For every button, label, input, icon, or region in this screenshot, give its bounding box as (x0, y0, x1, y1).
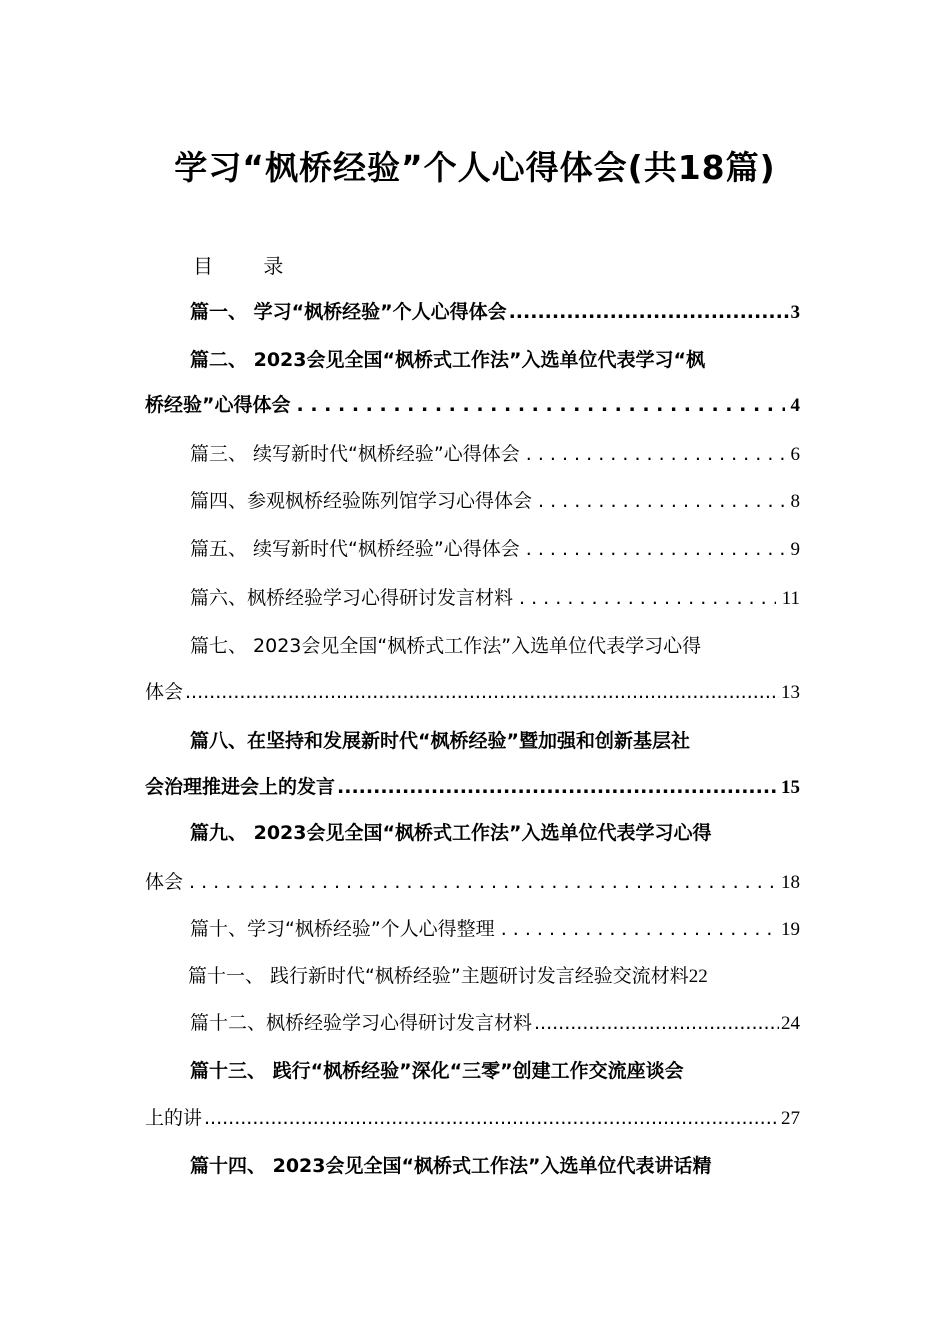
toc-page-number: 3 (790, 302, 800, 323)
dot-leader (526, 535, 785, 563)
toc-entry-text: 桥经验”心得体会 (145, 394, 291, 416)
toc-entry-5[interactable] (190, 535, 800, 564)
toc-entry-13-line1[interactable]: 篇十三、 践行“枫桥经验”深化“三零”创建工作交流座谈会 (190, 1060, 684, 1082)
toc-entry-11[interactable] (188, 962, 708, 991)
dot-leader (337, 773, 779, 801)
dot-leader (185, 678, 779, 706)
dot-leader (534, 1009, 779, 1037)
dot-leader (538, 487, 784, 515)
toc-page-number: 9 (790, 539, 800, 560)
dot-leader (509, 298, 789, 326)
toc-page-number: 18 (781, 872, 800, 893)
toc-page-number: 19 (781, 919, 800, 940)
toc-entry-text: 篇十、学习“枫桥经验”个人心得整理 (190, 918, 495, 940)
toc-entry-6[interactable] (190, 584, 800, 613)
toc-entry-9-line1[interactable]: 篇九、 2023会见全国“枫桥式工作法”入选单位代表学习心得 (190, 822, 712, 844)
toc-page-number: 27 (781, 1108, 800, 1129)
toc-entry-text: 会治理推进会上的发言 (145, 776, 336, 798)
toc-entry-text: 篇十一、 践行新时代“枫桥经验”主题研讨发言经验交流材料 (188, 965, 689, 987)
toc-page-number: 15 (781, 777, 800, 798)
toc-entry-1[interactable] (190, 298, 800, 327)
toc-entry-text: 篇一、 学习“枫桥经验”个人心得体会 (190, 301, 507, 323)
dot-leader (189, 868, 775, 896)
toc-entry-3[interactable] (190, 440, 800, 469)
toc-entry-text: 篇十二、枫桥经验学习心得研讨发言材料 (190, 1012, 533, 1034)
toc-page-number: 22 (688, 966, 708, 987)
toc-entry-7-line1[interactable]: 篇七、 2023会见全国“枫桥式工作法”入选单位代表学习心得 (190, 635, 702, 657)
toc-entry-7[interactable] (145, 678, 800, 707)
dot-leader (526, 440, 785, 468)
toc-entry-2[interactable] (145, 391, 800, 420)
dot-leader (519, 584, 776, 612)
dot-leader (204, 1104, 779, 1132)
toc-page-number: 8 (790, 491, 800, 512)
document-title: 学习“枫桥经验”个人心得体会(共18篇) (174, 148, 776, 187)
toc-entry-text: 上的讲 (145, 1107, 203, 1129)
dot-leader (501, 915, 775, 943)
toc-entry-text: 体会 (145, 681, 184, 703)
toc-heading: 目 录 (193, 254, 306, 278)
toc-entry-12[interactable] (190, 1009, 800, 1038)
toc-entry-10[interactable] (190, 915, 800, 944)
toc-page-number: 13 (781, 682, 800, 703)
toc-entry-9[interactable] (145, 868, 800, 897)
toc-page-number: 4 (790, 395, 800, 416)
toc-entry-text: 篇四、参观枫桥经验陈列馆学习心得体会 (190, 490, 533, 512)
toc-page-number: 6 (790, 444, 800, 465)
toc-entry-13[interactable] (145, 1104, 800, 1133)
toc-entry-8[interactable] (145, 773, 800, 802)
toc-page-number: 11 (781, 588, 800, 609)
dot-leader (297, 391, 785, 419)
toc-entry-text: 篇六、枫桥经验学习心得研讨发言材料 (190, 587, 514, 609)
toc-entry-text: 篇三、 续写新时代“枫桥经验”心得体会 (190, 443, 520, 465)
toc-entry-14-line1[interactable]: 篇十四、 2023会见全国“枫桥式工作法”入选单位代表讲话精 (190, 1155, 712, 1177)
toc-entry-8-line1[interactable]: 篇八、在坚持和发展新时代“枫桥经验”暨加强和创新基层社 (190, 730, 690, 752)
toc-page-number: 24 (781, 1013, 800, 1034)
toc-entry-text: 篇五、 续写新时代“枫桥经验”心得体会 (190, 538, 520, 560)
toc-entry-2-line1[interactable]: 篇二、 2023会见全国“枫桥式工作法”入选单位代表学习“枫 (190, 349, 705, 371)
toc-entry-text: 体会 (145, 871, 184, 893)
toc-entry-4[interactable] (190, 487, 800, 516)
